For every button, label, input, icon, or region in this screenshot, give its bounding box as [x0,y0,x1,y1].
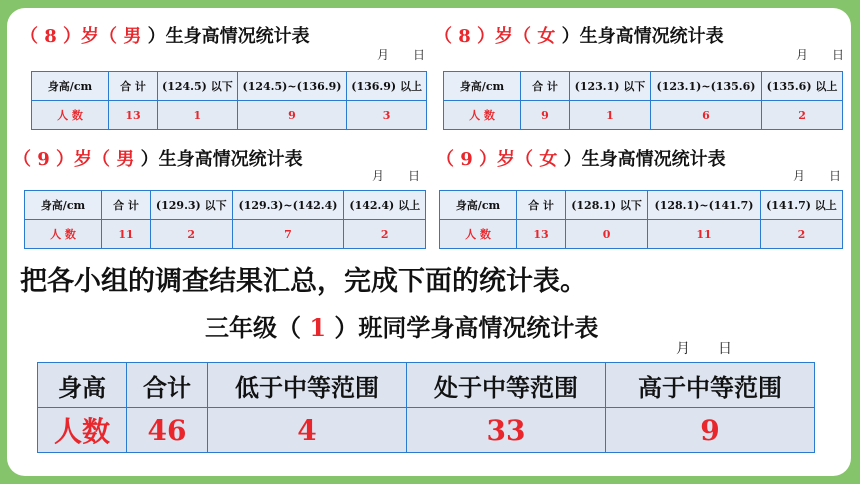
summary-table [37,362,815,453]
row-label: 人 数 [440,220,517,249]
header-cell: 身高 [38,363,127,408]
header-cell: 合 计 [517,191,566,220]
bottom-bar [0,476,860,484]
instruction-text: 把各小组的调查结果汇总，完成下面的统计表。 [20,266,587,297]
table-title: （ 8 ）岁（ 女 ）生身高情况统计表 [434,26,724,47]
header-cell: (124.5)~(136.9) [237,72,346,101]
height-table [443,71,843,130]
count-cell: 11 [648,220,761,249]
header-cell: 低于中等范围 [208,363,407,408]
count-cell: 6 [650,101,761,130]
row-label: 人 数 [32,101,109,130]
count-cell: 9 [237,101,346,130]
count-cell: 4 [208,408,407,453]
count-cell: 9 [606,408,815,453]
count-cell: 1 [570,101,651,130]
table-title: （ 8 ）岁（ 男 ）生身高情况统计表 [20,26,310,47]
header-cell: (129.3)~(142.4) [232,191,344,220]
header-cell: (142.4) 以上 [344,191,426,220]
count-cell: 11 [102,220,151,249]
header-cell: 合 计 [102,191,151,220]
height-table [31,71,427,130]
count-cell: 13 [109,101,158,130]
count-cell: 33 [407,408,606,453]
count-cell: 2 [151,220,233,249]
height-table [439,190,843,249]
header-cell: 高于中等范围 [606,363,815,408]
count-cell: 46 [127,408,208,453]
header-cell: (141.7) 以上 [760,191,842,220]
header-cell: (123.1) 以下 [570,72,651,101]
header-cell: 身高/cm [32,72,109,101]
header-cell: (128.1) 以下 [566,191,648,220]
row-label: 人 数 [25,220,102,249]
header-cell: 合 计 [109,72,158,101]
header-cell: (128.1)~(141.7) [648,191,761,220]
date-label: 月 日 [793,169,842,183]
date-label: 月 日 [377,48,426,62]
count-cell: 2 [762,101,843,130]
date-label: 月 日 [796,48,845,62]
header-cell: (124.5) 以下 [158,72,238,101]
count-cell: 2 [760,220,842,249]
header-cell: 身高/cm [440,191,517,220]
header-cell: 合计 [127,363,208,408]
count-cell: 13 [517,220,566,249]
header-cell: (129.3) 以下 [151,191,233,220]
header-cell: (123.1)~(135.6) [650,72,761,101]
header-cell: 处于中等范围 [407,363,606,408]
count-cell: 2 [344,220,426,249]
header-cell: (136.9) 以上 [347,72,427,101]
header-cell: 身高/cm [25,191,102,220]
count-cell: 0 [566,220,648,249]
table-title: （ 9 ）岁（ 男 ）生身高情况统计表 [13,149,303,170]
row-label: 人 数 [444,101,521,130]
date-label: 月 日 [372,169,421,183]
count-cell: 3 [347,101,427,130]
header-cell: (135.6) 以上 [762,72,843,101]
summary-title: 三年级（ 1 ）班同学身高情况统计表 [205,313,599,342]
date-label: 月 日 [676,341,732,357]
table-title: （ 9 ）岁（ 女 ）生身高情况统计表 [436,149,726,170]
header-cell: 合 计 [521,72,570,101]
count-cell: 9 [521,101,570,130]
header-cell: 身高/cm [444,72,521,101]
count-cell: 7 [232,220,344,249]
row-label: 人数 [38,408,127,453]
height-table [24,190,426,249]
count-cell: 1 [158,101,238,130]
